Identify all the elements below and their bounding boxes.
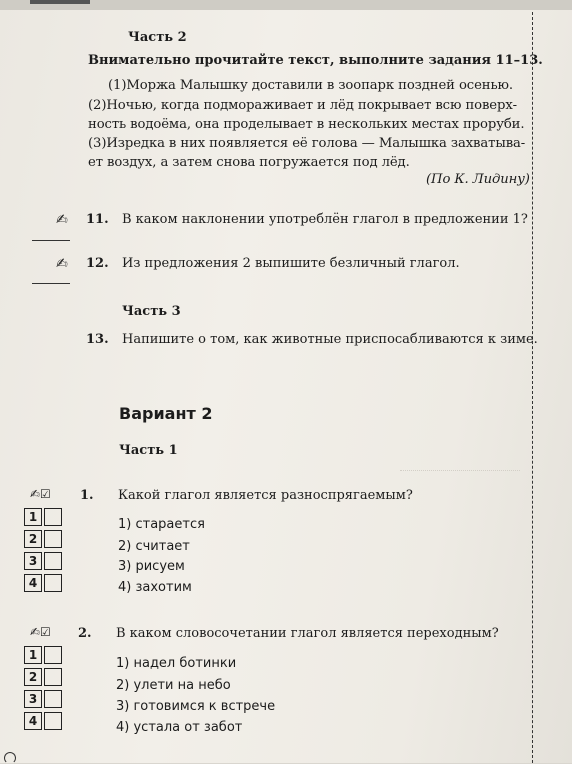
task-13-text: Напишите о том, как животные приспосабливаются к зиме. [122, 332, 538, 347]
task-12-number: 12. [86, 256, 109, 271]
page-header-fragment [30, 0, 90, 4]
answer-box[interactable] [44, 690, 62, 708]
text-line-5: ет воздух, а затем снова погружается под лёд. [88, 155, 410, 170]
answer-box[interactable] [44, 574, 62, 592]
part2-heading: Часть 2 [128, 30, 187, 45]
grid-number: 1 [24, 646, 42, 664]
task-12-text: Из предложения 2 выпишите безличный глагол. [122, 256, 460, 271]
question-2-text: В каком словосочетании глагол является переходным? [116, 626, 499, 641]
option: 2) улети на небо [116, 678, 231, 693]
page-corner-mark [4, 752, 16, 764]
pen-icon: ✍ [56, 212, 68, 228]
grid-number: 2 [24, 530, 42, 548]
text-line-4: (3)Изредка в них появляется её голова — Малышка захватыва- [88, 136, 526, 151]
answer-box[interactable] [44, 552, 62, 570]
text-line-3: ность водоёма, она проделывает в нескольких местах проруби. [88, 117, 525, 132]
option: 4) устала от забот [116, 720, 243, 735]
answer-grid [24, 646, 66, 734]
grid-number: 3 [24, 552, 42, 570]
text-line-2: (2)Ночью, когда подмораживает и лёд покрывает всю поверх- [88, 98, 518, 113]
answer-box[interactable] [44, 712, 62, 730]
pen-icon: ✍ [56, 256, 68, 272]
part1-heading: Часть 1 [119, 443, 178, 458]
option: 4) захотим [118, 580, 192, 595]
question-1-text: Какой глагол является разноспрягаемым? [118, 488, 413, 503]
pen-check-icon: ✍☑ [30, 625, 51, 639]
answer-box[interactable] [44, 668, 62, 686]
task-11-number: 11. [86, 212, 109, 227]
cut-line [532, 12, 533, 763]
option: 3) готовимся к встрече [116, 699, 276, 714]
grid-number: 2 [24, 668, 42, 686]
answer-box[interactable] [44, 530, 62, 548]
part3-heading: Часть 3 [122, 304, 181, 319]
answer-box[interactable] [44, 646, 62, 664]
grid-number: 4 [24, 574, 42, 592]
answer-grid [24, 508, 66, 596]
task-11-text: В каком наклонении употреблён глагол в предложении 1? [122, 212, 528, 227]
question-2-number: 2. [78, 626, 92, 641]
option: 1) надел ботинки [116, 656, 237, 671]
part2-instruction: Внимательно прочитайте текст, выполните задания 11–13. [88, 53, 543, 68]
answer-line[interactable] [32, 283, 70, 284]
option: 1) старается [118, 517, 205, 532]
text-source: (По К. Лидину) [426, 172, 530, 187]
option: 2) считает [118, 539, 190, 554]
task-13-number: 13. [86, 332, 109, 347]
variant-title: Вариант 2 [119, 404, 213, 423]
grid-number: 1 [24, 508, 42, 526]
answer-line[interactable] [32, 240, 70, 241]
grid-number: 4 [24, 712, 42, 730]
grid-number: 3 [24, 690, 42, 708]
question-1-number: 1. [80, 488, 94, 503]
pen-check-icon: ✍☑ [30, 487, 51, 501]
option: 3) рисуем [118, 559, 185, 574]
answer-box[interactable] [44, 508, 62, 526]
text-line-1: (1)Моржа Малышку доставили в зоопарк поздней осенью. [108, 78, 514, 93]
